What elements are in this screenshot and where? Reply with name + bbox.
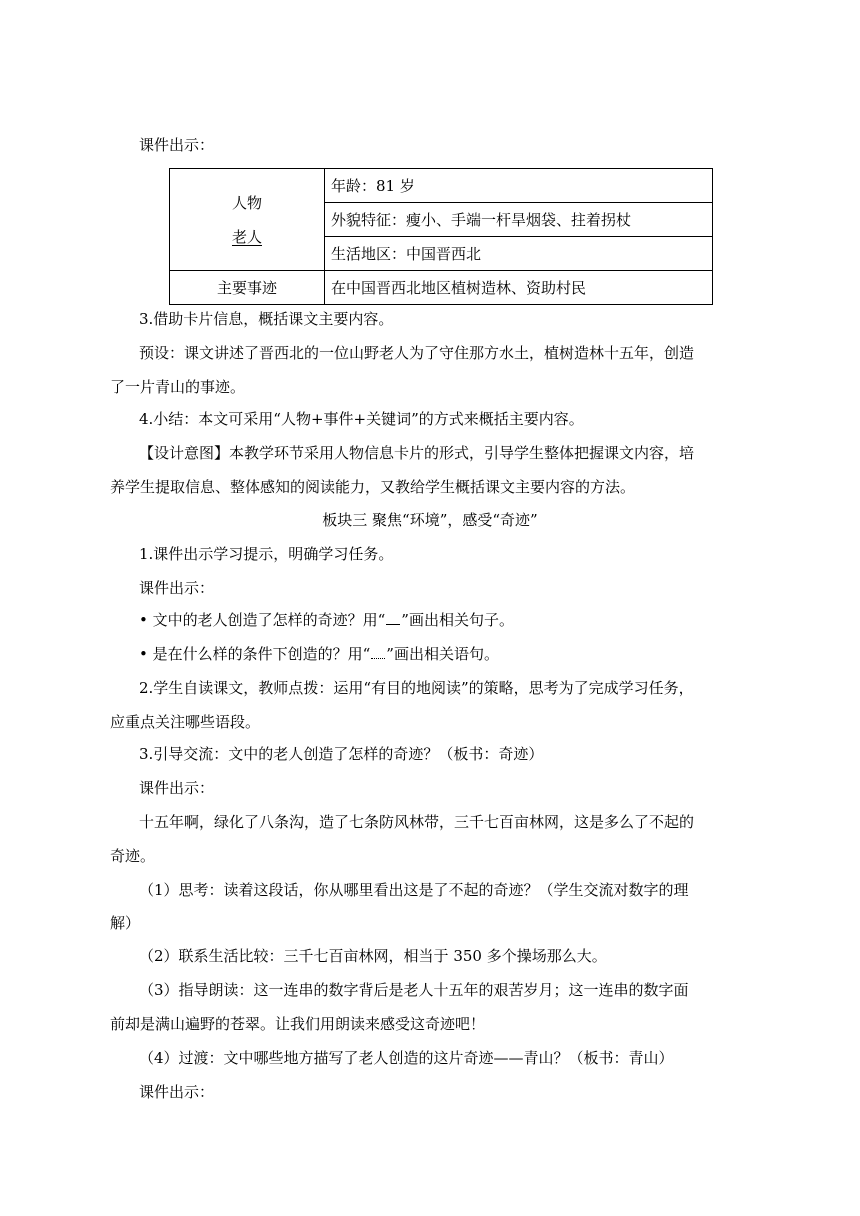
quote-line-2: 奇迹。 bbox=[110, 847, 156, 865]
age-cell: 年龄：81 岁 bbox=[325, 169, 713, 203]
task-bullet-2 bbox=[139, 644, 499, 664]
character-info-card bbox=[169, 168, 713, 305]
question-4: （4）过渡：文中哪些地方描写了老人创造的这片奇迹——青山？（板书：青山） bbox=[139, 1049, 674, 1067]
step-4: 4.小结：本文可采用“人物+事件+关键词”的方式来概括主要内容。 bbox=[139, 410, 584, 428]
preset-line-1: 预设：课文讲述了晋西北的一位山野老人为了守住那方水土，植树造林十五年，创造 bbox=[139, 344, 695, 362]
appearance-cell: 外貌特征：瘦小、手端一杆旱烟袋、拄着拐杖 bbox=[325, 203, 713, 237]
wavy-underline-mark bbox=[371, 646, 385, 659]
person-cell bbox=[170, 169, 325, 271]
question-3-line-1: （3）指导朗读：这一连串的数字背后是老人十五年的艰苦岁月；这一连串的数字面 bbox=[139, 981, 689, 999]
bullet-text: ”画出相关语句。 bbox=[386, 645, 499, 663]
deeds-cell: 在中国晋西北地区植树造林、资助村民 bbox=[325, 271, 713, 305]
quote-line-1: 十五年啊，绿化了八条沟，造了七条防风林带，三千七百亩林网，这是多么了不起的 bbox=[139, 813, 695, 831]
deeds-label-cell: 主要事迹 bbox=[170, 271, 325, 305]
person-name: 老人 bbox=[231, 227, 262, 246]
task-bullet-1 bbox=[139, 610, 514, 630]
section-title: 板块三 聚焦“环境”，感受“奇迹” bbox=[322, 511, 538, 529]
section-step-3: 3.引导交流：文中的老人创造了怎样的奇迹？（板书：奇迹） bbox=[139, 745, 544, 763]
section-step-2-line-1: 2.学生自读课文，教师点拨：运用“有目的地阅读”的策略，思考为了完成学习任务， bbox=[139, 679, 694, 697]
region-cell: 生活地区：中国晋西北 bbox=[325, 237, 713, 271]
courseware-label: 课件出示： bbox=[139, 779, 215, 797]
section-step-1: 1.课件出示学习提示，明确学习任务。 bbox=[139, 545, 394, 563]
bullet-text: • 是在什么样的条件下创造的？用“ bbox=[139, 645, 371, 663]
step-3: 3.借助卡片信息，概括课文主要内容。 bbox=[139, 310, 394, 328]
courseware-label: 课件出示： bbox=[139, 1083, 215, 1101]
design-intent-line-2: 养学生提取信息、整体感知的阅读能力，又教给学生概括课文主要内容的方法。 bbox=[110, 478, 636, 496]
preset-line-2: 了一片青山的事迹。 bbox=[110, 378, 246, 396]
person-label: 人物 bbox=[231, 193, 262, 212]
courseware-label: 课件出示： bbox=[139, 136, 215, 154]
design-intent-line-1: 【设计意图】本教学环节采用人物信息卡片的形式，引导学生整体把握课文内容，培 bbox=[139, 444, 695, 462]
question-2: （2）联系生活比较：三千七百亩林网，相当于 350 多个操场那么大。 bbox=[139, 947, 607, 965]
straight-underline-mark bbox=[386, 612, 400, 625]
question-1-line-1: （1）思考：读着这段话，你从哪里看出这是了不起的奇迹？（学生交流对数字的理 bbox=[139, 881, 689, 899]
courseware-label: 课件出示： bbox=[139, 579, 215, 597]
bullet-text: • 文中的老人创造了怎样的奇迹？用“ bbox=[139, 611, 386, 629]
section-step-2-line-2: 应重点关注哪些语段。 bbox=[110, 713, 261, 731]
question-1-line-2: 解） bbox=[110, 914, 141, 932]
bullet-text: ”画出相关句子。 bbox=[401, 611, 514, 629]
question-3-line-2: 前却是满山遍野的苍翠。让我们用朗读来感受这奇迹吧！ bbox=[110, 1015, 486, 1033]
